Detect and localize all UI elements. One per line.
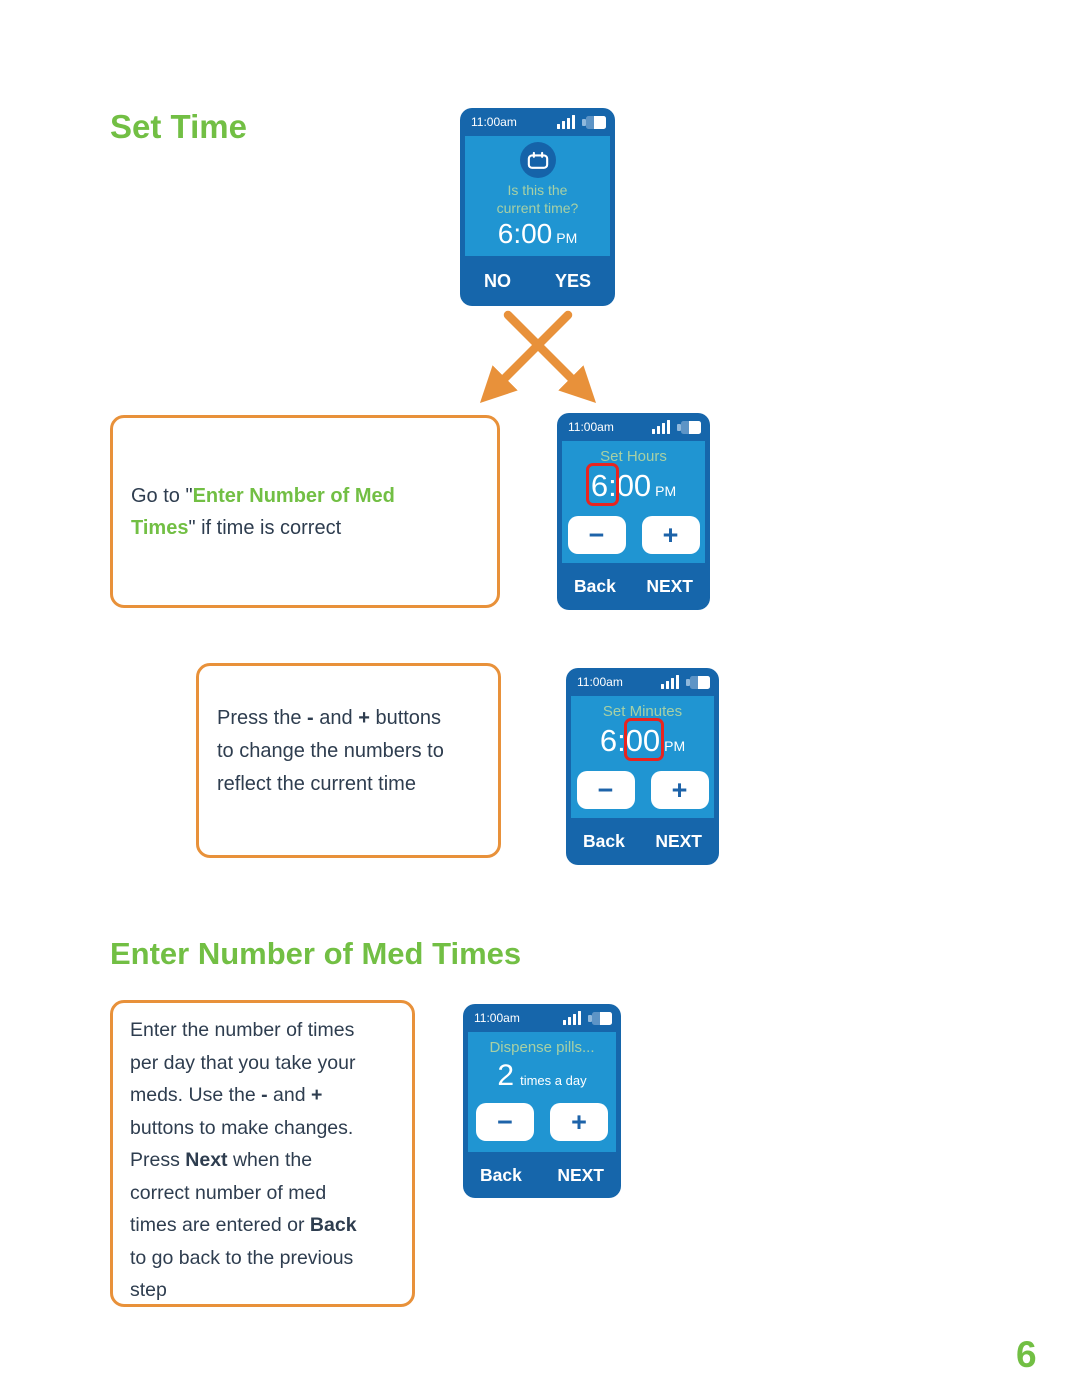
- status-time: 11:00am: [474, 1011, 520, 1025]
- signal-bars-icon: [563, 1011, 581, 1025]
- status-icons: [557, 115, 606, 129]
- page-number: 6: [1016, 1334, 1037, 1375]
- signal-bars-icon: [557, 115, 575, 129]
- status-icons: [652, 420, 701, 434]
- status-bar: [566, 668, 719, 696]
- meridiem-label: PM: [655, 483, 677, 499]
- status-time: 11:00am: [577, 675, 623, 689]
- text-segment: " if time is correct: [188, 517, 342, 539]
- callout-line: to go back to the previous: [130, 1246, 354, 1269]
- time-display: 6:00 PM: [497, 218, 578, 249]
- phone-nav-bar: [566, 818, 719, 865]
- status-icons: [563, 1011, 612, 1025]
- meridiem-label: PM: [556, 230, 578, 246]
- status-icons: [661, 675, 710, 689]
- cross-arrows-icon: [450, 307, 620, 405]
- phone-screen-dispense-pills: [463, 1004, 621, 1198]
- screen-body: [562, 441, 705, 563]
- screen-body: [468, 1032, 616, 1152]
- meridiem-label: PM: [664, 738, 686, 754]
- back-button: Back: [574, 576, 616, 596]
- screen-body: [571, 696, 714, 818]
- plus-button: +: [651, 771, 709, 809]
- callout-enter-times-box: [110, 1000, 415, 1307]
- time-display: 6:00 PM: [590, 468, 677, 503]
- minus-button: −: [476, 1103, 534, 1141]
- time-display: 6:00 PM: [599, 723, 686, 758]
- status-time: 11:00am: [568, 420, 614, 434]
- dose-count: 2: [497, 1059, 515, 1092]
- battery-icon: [588, 1012, 612, 1025]
- next-button: NEXT: [557, 1164, 604, 1185]
- screen-body: [465, 136, 610, 256]
- callout-line: reflect the current time: [217, 773, 416, 795]
- callout-goto-box: [110, 415, 500, 608]
- callout-line: to change the numbers to: [217, 740, 444, 762]
- status-time: 11:00am: [471, 115, 517, 129]
- red-highlight-box: 6:: [590, 468, 617, 503]
- phone-nav-bar: [460, 256, 615, 306]
- question-text: Is this the current time?: [496, 182, 579, 216]
- next-button: NEXT: [646, 576, 693, 596]
- callout-line: Enter the number of times: [130, 1019, 355, 1041]
- back-button: Back: [583, 831, 625, 851]
- battery-icon: [582, 116, 606, 129]
- callout-line: buttons to make changes.: [130, 1116, 354, 1139]
- minus-button: −: [568, 516, 626, 554]
- phone-nav-bar: [463, 1152, 621, 1198]
- callout-line: meds. Use the - and +: [130, 1084, 323, 1106]
- phone-nav-bar: [557, 563, 710, 610]
- text-segment: Go to ": [131, 485, 193, 507]
- text-segment-highlight: Enter Number of Med: [192, 485, 395, 507]
- screen-title: Set Minutes: [602, 703, 683, 720]
- text-segment-highlight: Times: [131, 517, 189, 539]
- screen-title: Dispense pills...: [489, 1039, 595, 1056]
- phone-screen-set-hours: [557, 413, 710, 610]
- stepper-buttons: [468, 1103, 616, 1141]
- callout-press-buttons-box: [196, 663, 501, 858]
- plus-button: +: [642, 516, 700, 554]
- callout-line: step: [130, 1279, 167, 1301]
- callout-line: Press Next when the: [130, 1149, 313, 1171]
- callout-line: per day that you take your: [130, 1051, 356, 1074]
- battery-icon: [686, 676, 710, 689]
- screen-title: Set Hours: [600, 448, 667, 465]
- stepper-buttons: [562, 516, 705, 554]
- signal-bars-icon: [652, 420, 670, 434]
- callout-line: Press the - and + buttons: [217, 707, 442, 729]
- battery-icon: [677, 421, 701, 434]
- callout-line: correct number of med: [130, 1181, 327, 1204]
- phone-screen-set-minutes: [566, 668, 719, 865]
- status-bar: [557, 413, 710, 441]
- plus-button: +: [550, 1103, 608, 1141]
- calendar-icon: [520, 142, 556, 178]
- minus-button: −: [577, 771, 635, 809]
- yes-button: YES: [554, 270, 591, 291]
- status-bar: [460, 108, 615, 136]
- back-button: Back: [480, 1164, 522, 1185]
- phone-screen-confirm-time: [460, 108, 615, 306]
- status-bar: [463, 1004, 621, 1032]
- dose-count-display: [468, 1059, 616, 1093]
- stepper-buttons: [571, 771, 714, 809]
- section-title-enter-med-times: Enter Number of Med Times: [110, 936, 522, 971]
- red-highlight-box: 00: [625, 723, 661, 758]
- no-button: NO: [484, 270, 511, 291]
- signal-bars-icon: [661, 675, 679, 689]
- callout-line: times are entered or Back: [130, 1214, 357, 1236]
- section-title-set-time: Set Time: [110, 108, 247, 145]
- dose-unit-label: times a day: [520, 1073, 587, 1088]
- next-button: NEXT: [655, 831, 702, 851]
